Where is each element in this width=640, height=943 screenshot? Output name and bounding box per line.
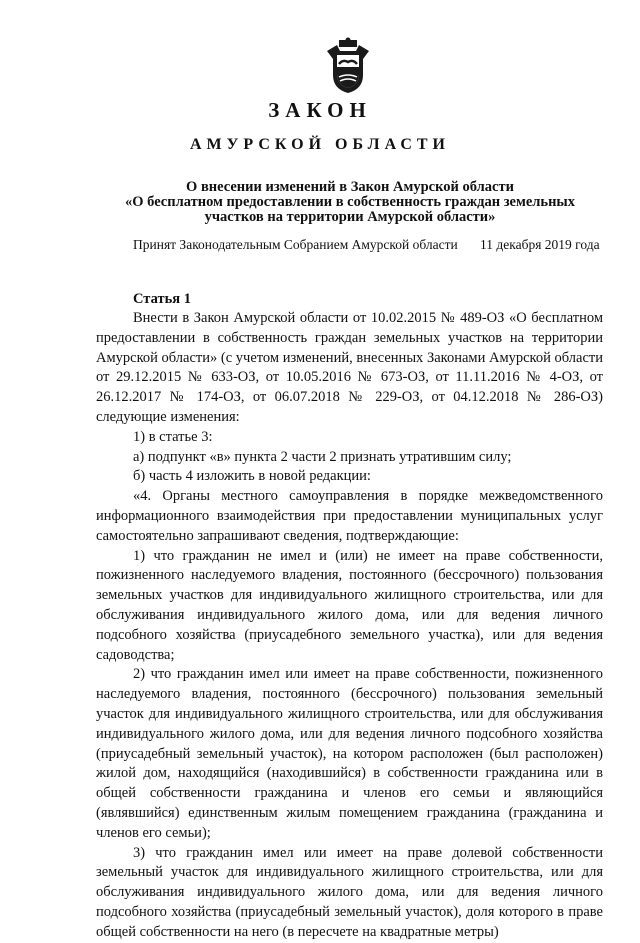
subject-line: участков на территории Амурской области» (204, 209, 496, 225)
paragraph: а) подпункт «в» пункта 2 части 2 признать утратившим силу; (133, 448, 512, 465)
accepted-date: 11 декабря 2019 года (480, 237, 600, 252)
paragraph: б) часть 4 изложить в новой редакции: (133, 468, 371, 485)
paragraph: 1) что гражданин не имел и (или) не имеет на праве собственности, пожизненного наследуемого владения, постоянного (бессрочного) пользования земельных участков для индивидуального жилищного строительства, или для обслуживания индивидуального жилого дома, или для ведения личного подсобного хозяйства (приусадебного земельного участка), или для ведения садоводства; (96, 547, 603, 663)
paragraph: «4. Органы местного самоуправления в порядке межведомственного информационного взаимодействия при предоставлении муниципальных услуг самостоятельно запрашивают сведения, подтверждающие: (96, 488, 603, 544)
paragraph: 1) в статье 3: (133, 428, 213, 445)
law-subject (80, 180, 620, 225)
article-body (96, 309, 603, 943)
subject-line: О внесении изменений в Закон Амурской области (186, 179, 514, 195)
subject-line: «О бесплатном предоставлении в собственность граждан земельных (124, 194, 576, 210)
region-title: АМУРСКОЙ ОБЛАСТИ (190, 136, 450, 153)
law-title: ЗАКОН (268, 98, 372, 122)
paragraph: Внести в Закон Амурской области от 10.02.2015 № 489-ОЗ «О бесплатном предоставлении в собственность граждан земельных участков на территории Амурской области» (с учетом изменений, внесенных Законами Амурской области от 29.12.2015 № 633-ОЗ, от 10.05.2016 № 673-ОЗ, от 11.11.2016 № 4-ОЗ, от 26.12.2017 № 174-ОЗ, от 06.07.2018 № 229-ОЗ, от 04.12.2018 № 286-ОЗ) следующие изменения: (96, 310, 603, 425)
coat-of-arms-emblem (323, 37, 373, 95)
article-heading: Статья 1 (133, 291, 191, 307)
paragraph: 2) что гражданин имел или имеет на праве собственности, пожизненного наследуемого владения, постоянного (бессрочного) пользования земельный участок для индивидуального жилищного строительства, или для обслуживания индивидуального жилого дома, или для ведения личного подсобного хозяйства (приусадебный земельный участок), на котором расположен (был расположен) жилой дом, находящийся (находившийся) в собственности гражданина или в общей собственности гражданина и членов его семьи и являющийся (являвшийся) единственным жилым помещением гражданина (гражданина и членов его семьи); (96, 666, 603, 841)
paragraph: 3) что гражданин имел или имеет на праве долевой собственности земельный участок для индивидуального жилищного строительства, или для обслуживания индивидуального жилого дома, или для ведения личного подсобного хозяйства (приусадебный земельный участок), доля которого в праве общей собственности на него (в пересчете на квадратные метры) (96, 844, 603, 940)
accepted-by: Принят Законодательным Собранием Амурской области (133, 237, 458, 252)
